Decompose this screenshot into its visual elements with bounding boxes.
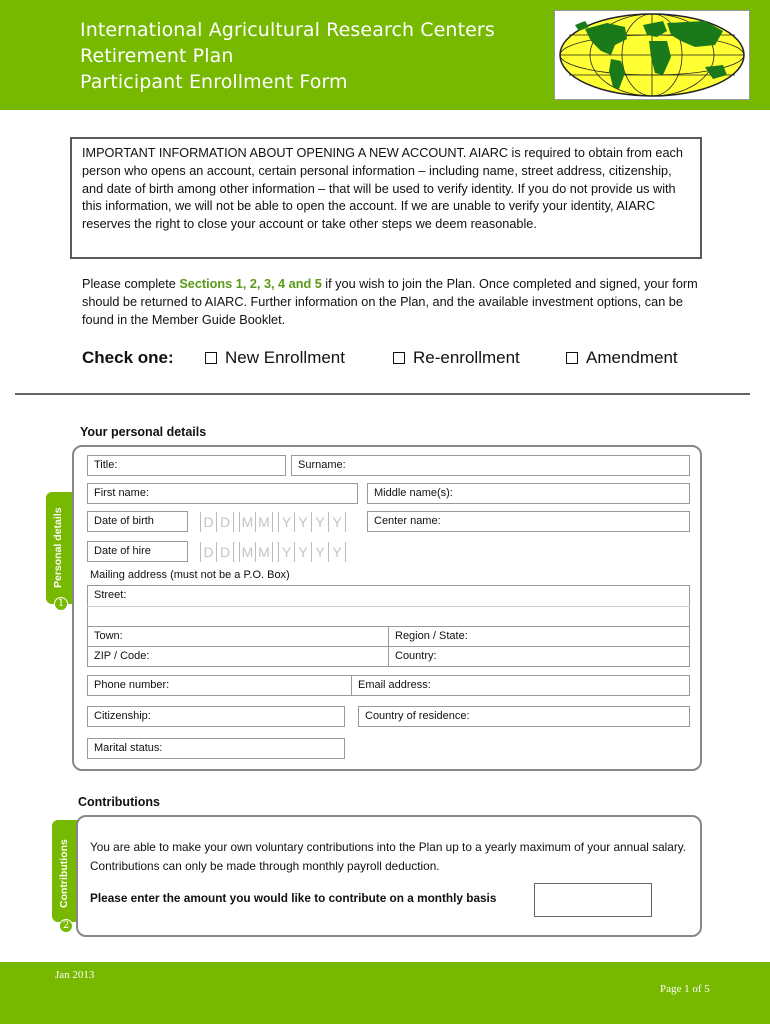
country-of-residence-field[interactable] <box>358 706 690 727</box>
intro-text-before: Please complete <box>82 277 180 291</box>
month-digit[interactable]: M <box>239 542 256 562</box>
checkbox-icon <box>566 352 578 364</box>
intro-text-after: if you wish to join the Plan. Once completed and signed, your form should be returned to AIARC. Further information on the Plan, and the available investment options, can be found in the Member Guide Booklet. <box>82 277 698 327</box>
day-digit[interactable]: D <box>200 542 217 562</box>
day-digit[interactable]: D <box>217 512 234 532</box>
mailing-address-label: Mailing address (must not be a P.O. Box) <box>90 569 290 581</box>
zip-code-label: ZIP / Code: <box>94 650 150 662</box>
surname-field[interactable] <box>291 455 690 476</box>
citizenship-field[interactable] <box>87 706 345 727</box>
checkbox-re-enrollment[interactable] <box>393 346 520 370</box>
email-address-label: Email address: <box>358 679 431 691</box>
middle-name-label: Middle name(s): <box>374 487 453 499</box>
day-digit[interactable]: D <box>200 512 217 532</box>
date-of-birth-label-box <box>87 511 188 532</box>
contributions-tab <box>52 820 78 922</box>
section-number-1: 1 <box>54 597 68 611</box>
email-address-field[interactable] <box>351 675 690 696</box>
checkbox-new-enrollment[interactable] <box>205 346 345 370</box>
marital-status-field[interactable] <box>87 738 345 759</box>
header-banner <box>0 0 770 110</box>
first-name-label: First name: <box>94 487 150 499</box>
phone-number-field[interactable] <box>87 675 352 696</box>
first-name-field[interactable] <box>87 483 358 504</box>
monthly-contribution-input[interactable] <box>534 883 652 917</box>
year-digit[interactable]: Y <box>295 512 312 532</box>
country-of-residence-label: Country of residence: <box>365 710 470 722</box>
intro-sections-highlight: Sections 1, 2, 3, 4 and 5 <box>179 277 322 291</box>
page-number: Page 1 of 5 <box>660 983 710 995</box>
date-of-hire-label-box <box>87 541 188 562</box>
month-digit[interactable]: M <box>256 542 273 562</box>
checkbox-icon <box>205 352 217 364</box>
date-of-hire-label: Date of hire <box>94 545 151 557</box>
zip-code-field[interactable] <box>87 646 389 667</box>
globe-icon <box>555 11 749 99</box>
section-number-2: 2 <box>59 919 73 933</box>
contributions-title: Contributions <box>78 795 160 809</box>
street-line-divider <box>87 606 690 607</box>
footer-banner <box>0 962 770 1024</box>
personal-details-tab <box>46 492 72 604</box>
date-of-birth-input[interactable] <box>200 512 346 532</box>
year-digit[interactable]: Y <box>295 542 312 562</box>
citizenship-label: Citizenship: <box>94 710 151 722</box>
contributions-panel <box>76 815 702 937</box>
section-divider <box>15 393 750 395</box>
month-digit[interactable]: M <box>256 512 273 532</box>
date-of-hire-input[interactable] <box>200 542 346 562</box>
day-digit[interactable]: D <box>217 542 234 562</box>
year-digit[interactable]: Y <box>312 542 329 562</box>
title-line-2: Retirement Plan <box>80 45 234 67</box>
center-name-field[interactable] <box>367 511 690 532</box>
middle-name-field[interactable] <box>367 483 690 504</box>
personal-details-title: Your personal details <box>80 425 207 439</box>
intro-paragraph <box>82 276 702 329</box>
option-amendment-label: Amendment <box>586 348 678 367</box>
town-field[interactable] <box>87 626 389 647</box>
date-of-birth-label: Date of birth <box>94 515 154 527</box>
surname-label: Surname: <box>298 459 346 471</box>
street-label: Street: <box>94 589 127 601</box>
personal-details-tab-label: Personal details <box>52 507 64 588</box>
region-state-field[interactable] <box>388 626 690 647</box>
checkbox-amendment[interactable] <box>566 346 678 370</box>
world-map-logo <box>554 10 750 100</box>
town-label: Town: <box>94 630 123 642</box>
title-field[interactable] <box>87 455 286 476</box>
month-digit[interactable]: M <box>239 512 256 532</box>
marital-status-label: Marital status: <box>94 742 163 754</box>
year-digit[interactable]: Y <box>278 512 295 532</box>
region-state-label: Region / State: <box>395 630 468 642</box>
year-digit[interactable]: Y <box>312 512 329 532</box>
year-digit[interactable]: Y <box>278 542 295 562</box>
title-line-3: Participant Enrollment Form <box>80 71 348 93</box>
checkbox-icon <box>393 352 405 364</box>
contributions-tab-label: Contributions <box>58 839 70 908</box>
important-notice: IMPORTANT INFORMATION ABOUT OPENING A NEW ACCOUNT. AIARC is required to obtain from each person who opens an account, certain personal information – including name, street address, citizenship, and date of birth among other information – that will be used to verify identity. If you do not provide us with this information, we will not be able to open the account. If we are unable to verify your identity, AIARC reserves the right to close your account or take other steps we deem reasonable. <box>70 137 702 259</box>
title-line-1: International Agricultural Research Centers <box>80 19 495 41</box>
phone-number-label: Phone number: <box>94 679 170 691</box>
center-name-label: Center name: <box>374 515 441 527</box>
country-field[interactable] <box>388 646 690 667</box>
option-new-enrollment-label: New Enrollment <box>225 348 345 367</box>
footer-date: Jan 2013 <box>55 969 95 981</box>
country-label: Country: <box>395 650 437 662</box>
contributions-prompt: Please enter the amount you would like to contribute on a monthly basis <box>90 891 497 905</box>
check-one-label: Check one: <box>82 348 174 367</box>
title-label: Title: <box>94 459 118 471</box>
option-re-enrollment-label: Re-enrollment <box>413 348 520 367</box>
year-digit[interactable]: Y <box>329 512 346 532</box>
year-digit[interactable]: Y <box>329 542 346 562</box>
contributions-description: You are able to make your own voluntary contributions into the Plan up to a yearly maximum of your annual salary. Contributions can only be made through monthly payroll deduction. <box>90 840 687 873</box>
